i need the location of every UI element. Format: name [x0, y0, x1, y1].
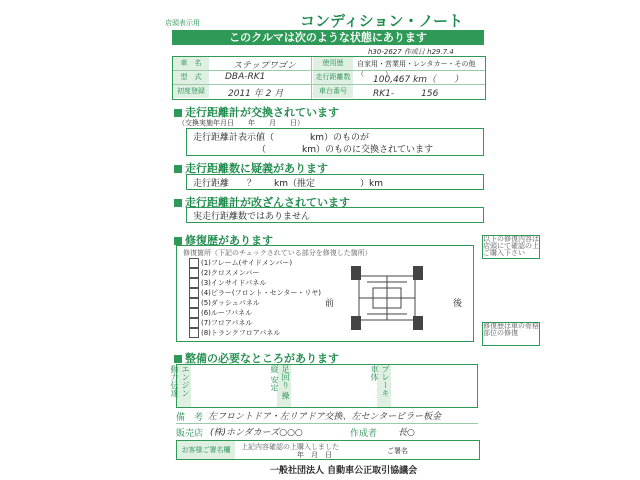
repair-item-3: (3)インサイドパネル: [201, 279, 267, 287]
mileage-label: 走行距離数: [313, 71, 353, 84]
odometer-replaced-box: [186, 128, 484, 156]
creator-value: 長○: [398, 428, 415, 438]
repair-checkbox-7[interactable]: [189, 318, 199, 328]
store-label: 店頭表示用: [165, 19, 200, 27]
repair-checkbox-5[interactable]: [189, 298, 199, 308]
usage-value: 自家用・営業用・レンタカー・その他（ ）: [357, 60, 476, 78]
vin-label: 車台番号: [313, 85, 353, 98]
repair-item-4: (4)ピラー(フロント・センター・リヤ): [201, 289, 321, 297]
customer-sign-label: ご署名: [387, 447, 408, 455]
dealer-value: (株)ホンダカーズ○○○: [210, 428, 303, 438]
model-label: 型 式: [173, 71, 209, 84]
section-odometer-tampered-title: 走行距離計が改ざんされています: [174, 194, 350, 210]
replaced-line1: 走行距離計表示値（ km）のものが: [193, 133, 369, 143]
replacement-date-line: （交換実施年月日 年 月 日）: [178, 119, 304, 127]
repair-side-note-bottom: 修復歴は車の骨格部位の修復: [482, 322, 540, 346]
page-title: コンディション・ノート: [300, 12, 464, 30]
repair-checkbox-1[interactable]: [189, 258, 199, 268]
maintenance-box: [170, 364, 478, 408]
rear-label: 後: [453, 299, 463, 309]
creator-label: 作成者: [350, 429, 378, 439]
section-odometer-replaced-title: 走行距離計が交換されています: [174, 104, 339, 120]
repair-item-7: (7)フロアパネル: [201, 319, 253, 327]
first-reg-label: 初度登録: [173, 85, 209, 98]
first-reg-value: 2011 年 2 月: [228, 89, 284, 99]
tampered-box: [186, 207, 484, 223]
mileage-value: 100,467 km（ ）: [373, 75, 464, 85]
usage-label: 使用歴: [313, 57, 353, 70]
repair-item-1: (1)フレーム(サイドメンバー): [201, 259, 293, 267]
repair-side-note-top: 以下の修復内容は店頭にて確認の上ご購入下さい: [483, 235, 539, 257]
front-label: 前: [325, 299, 335, 309]
customer-sign-box: [176, 440, 480, 460]
organization-name: 一般社団法人 自動車公正取引協議会: [270, 466, 418, 476]
vehicle-table: [172, 56, 486, 100]
notes-label: 備 考: [176, 413, 204, 423]
car-diagram: [327, 258, 447, 338]
notes-value: 左フロントドア・左リアドア交換、左センターピラー板金: [208, 412, 442, 422]
vin-value: RK1- 156: [373, 89, 439, 99]
repair-checkbox-8[interactable]: [189, 328, 199, 338]
name-value: ステップワゴン: [233, 61, 296, 71]
mileage-doubt-line: 走行距離 ？ km（推定 ）km: [193, 179, 383, 189]
repair-checkbox-4[interactable]: [189, 288, 199, 298]
repair-checkbox-3[interactable]: [189, 278, 199, 288]
model-value: DBA-RK1: [225, 72, 266, 82]
maintenance-col-brake: ブレーキ 車体: [377, 365, 391, 407]
replaced-line2: （ km）のものに交換されています: [257, 145, 433, 155]
name-label: 車 名: [173, 57, 209, 70]
repair-item-6: (6)ルーフパネル: [201, 309, 253, 317]
dealer-label: 販売店: [176, 429, 204, 439]
handwritten-date: h30-2627 作成日 h29.7.4: [368, 48, 454, 56]
maintenance-col-engine: エンジン 動力伝達: [177, 365, 191, 407]
repair-item-8: (8)トランクフロアパネル: [201, 329, 281, 337]
repair-history-box: [176, 245, 474, 342]
repair-checkbox-2[interactable]: [189, 268, 199, 278]
repair-item-5: (5)ダッシュパネル: [201, 299, 260, 307]
maintenance-col-suspension: 足回り 操縦 安定: [277, 365, 291, 407]
customer-date-label: 年 月 日: [297, 451, 332, 459]
section-repair-history-title: 修復歴があります: [174, 232, 273, 248]
section-maintenance-title: 整備の必要なところがあります: [174, 350, 339, 366]
mileage-doubt-box: [186, 174, 484, 190]
customer-note: 上記内容確認の上購入しました: [241, 443, 339, 451]
customer-label: お客様ご署名欄: [177, 441, 235, 459]
repair-note: 修復箇所（下記のチェックされている部分を修復した箇所）: [183, 249, 372, 257]
page-subtitle: このクルマは次のような状態にあります: [172, 30, 484, 45]
tampered-line: 実走行距離数ではありません: [193, 212, 311, 222]
repair-checkbox-6[interactable]: [189, 308, 199, 318]
repair-item-2: (2)クロスメンバー: [201, 269, 260, 277]
section-mileage-doubt-title: 走行距離数に疑義があります: [174, 160, 328, 176]
